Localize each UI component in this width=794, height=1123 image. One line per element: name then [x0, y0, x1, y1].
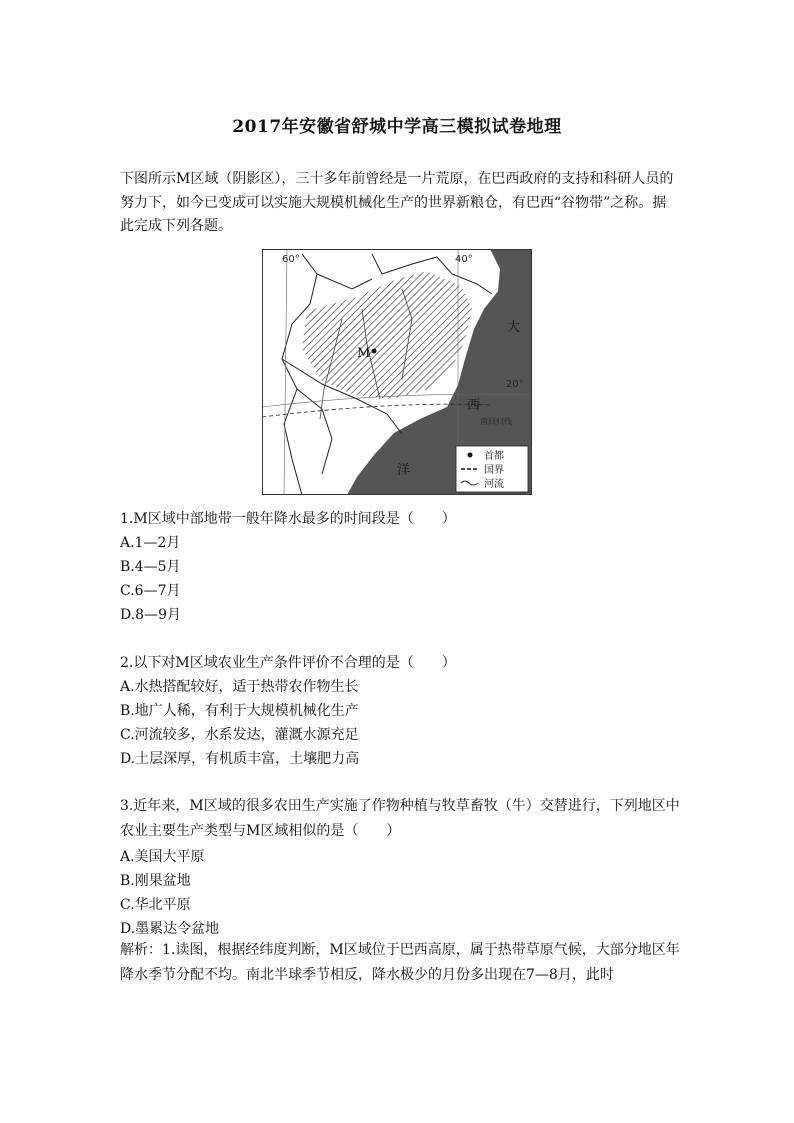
q1-option-b: B.4—5月 — [120, 559, 181, 575]
q1-option-a: A.1—2月 — [120, 535, 181, 551]
q1-option-d: D.8—9月 — [120, 607, 181, 623]
legend-capital-icon — [468, 453, 473, 458]
q2-option-b: B.地广人稀，有利于大规模机械化生产 — [120, 703, 359, 719]
ocean-char-2: 西 — [467, 398, 481, 413]
page-title: 2017年安徽省舒城中学高三模拟试卷地理 — [232, 117, 562, 137]
ocean-char-3: 洋 — [397, 463, 411, 478]
q3-option-a: A.美国大平原 — [120, 849, 205, 865]
q3-option-b: B.刚果盆地 — [120, 873, 191, 889]
q3-option-c: C.华北平原 — [120, 897, 191, 913]
legend-border-label: 国界 — [484, 465, 504, 476]
lon-40-label: 40° — [455, 254, 473, 265]
q1-stem: 1.M区域中部地带一般年降水最多的时间段是（ ） — [120, 511, 456, 527]
lon-60-label: 60° — [282, 254, 300, 265]
legend-river-label: 河流 — [484, 479, 504, 490]
analysis-text: 解析：1.读图，根据经纬度判断，M区域位于巴西高原，属于热带草原气候，大部分地区年降水季节分配不均。南北半球季节相反，降水极少的月份多出现在7—8月，此时 — [120, 942, 680, 983]
q2-option-a: A.水热搭配较好，适于热带农作物生长 — [120, 679, 359, 695]
tropic-label: 南回归线 — [480, 417, 512, 426]
lat-20-label: 20° — [506, 379, 524, 390]
intro-paragraph: 下图所示M区域（阴影区），三十多年前曾经是一片荒原，在巴西政府的支持和科研人员的努力下，如今已变成可以实施大规模机械化生产的世界新粮仓，有巴西“谷物带”之称。据此完成下列各题。 — [120, 171, 674, 234]
brazil-map-figure — [262, 249, 532, 495]
q2-option-c: C.河流较多，水系发达，灌溉水源充足 — [120, 727, 359, 743]
region-m-label: M — [357, 346, 371, 361]
q1-option-c: C.6—7月 — [120, 583, 181, 599]
ocean-char-1: 大 — [507, 320, 521, 335]
q3-stem: 3.近年来，M区域的很多农田生产实施了作物种植与牧草畜牧（牛）交替进行，下列地区中农业主要生产类型与M区域相似的是（ ） — [120, 798, 680, 839]
map-legend — [456, 446, 528, 492]
q3-option-d: D.墨累达令盆地 — [120, 921, 220, 937]
capital-dot — [372, 349, 377, 354]
q2-option-d: D.土层深厚，有机质丰富，土壤肥力高 — [120, 751, 360, 767]
legend-capital-label: 首都 — [484, 451, 504, 462]
q2-stem: 2.以下对M区域农业生产条件评价不合理的是（ ） — [120, 655, 456, 671]
